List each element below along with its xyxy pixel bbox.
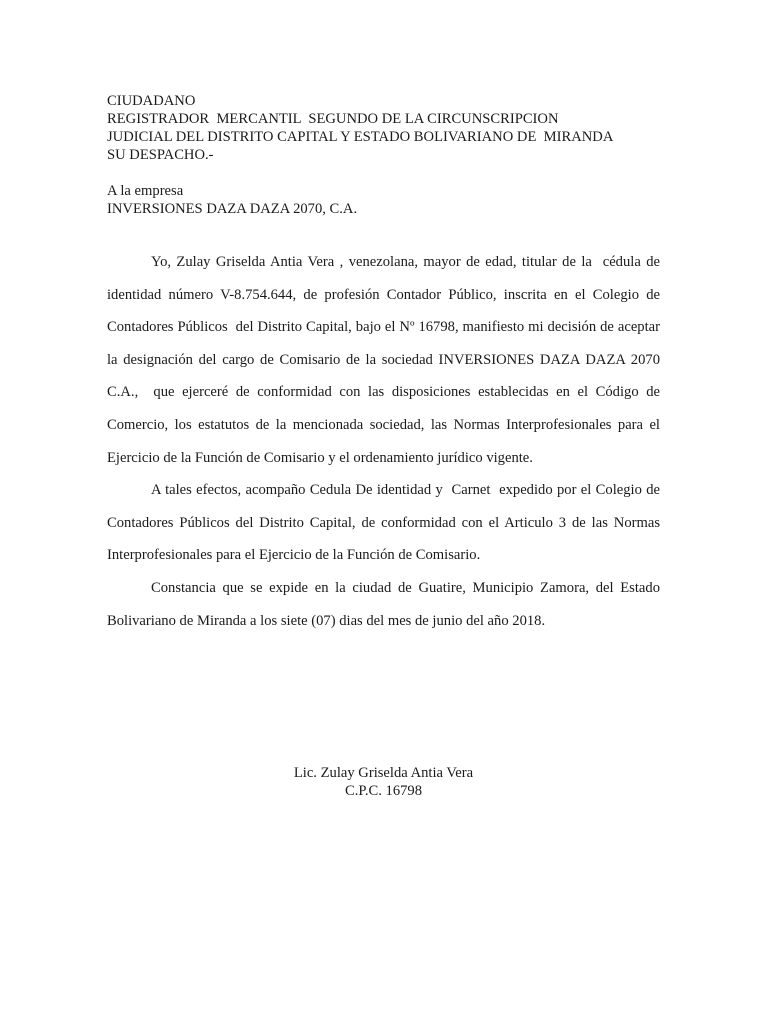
paragraph-attachments: A tales efectos, acompaño Cedula De identidad y Carnet expedido por el Colegio de Contadores Públicos del Distrito Capital, de conformidad con el Articulo 3 de las Normas Interprofesionales para el Ejercicio de la Función de Comisario. <box>107 482 664 564</box>
addressee-header <box>107 92 667 164</box>
header-line: SU DESPACHO.- <box>107 147 214 163</box>
recipient-line: A la empresa <box>107 183 184 199</box>
signatory-name: Lic. Zulay Griselda Antia Vera <box>293 765 474 781</box>
header-line: CIUDADANO <box>107 93 196 109</box>
header-line: REGISTRADOR MERCANTIL SEGUNDO DE LA CIRCUNSCRIPCION <box>107 111 559 127</box>
signature-block <box>107 764 660 800</box>
paragraph-closing: Constancia que se expide en la ciudad de Guatire, Municipio Zamora, del Estado Bolivariano de Miranda a los siete (07) dias del mes de junio del año 2018. <box>107 579 664 629</box>
paragraph-acceptance: Yo, Zulay Griselda Antia Vera , venezolana, mayor de edad, titular de la cédula de identidad número V-8.754.644, de profesión Contador Público, inscrita en el Colegio de Contadores Públicos del Distrito Capital, bajo el Nº 16798, manifiesto mi decisión de aceptar la designación del cargo de Comisario de la sociedad INVERSIONES DAZA DAZA 2070 C.A., que ejerceré de conformidad con las disposiciones establecidas en el Código de Comercio, los estatutos de la mencionada sociedad, las Normas Interprofesionales para el Ejercicio de la Función de Comisario y el ordenamiento jurídico vigente. <box>107 254 664 466</box>
signatory-credential: C.P.C. 16798 <box>344 783 423 799</box>
company-name: INVERSIONES DAZA DAZA 2070, C.A. <box>107 201 358 217</box>
header-line: JUDICIAL DEL DISTRITO CAPITAL Y ESTADO BOLIVARIANO DE MIRANDA <box>107 129 614 145</box>
recipient-block <box>107 182 667 218</box>
letter-body <box>107 246 664 637</box>
